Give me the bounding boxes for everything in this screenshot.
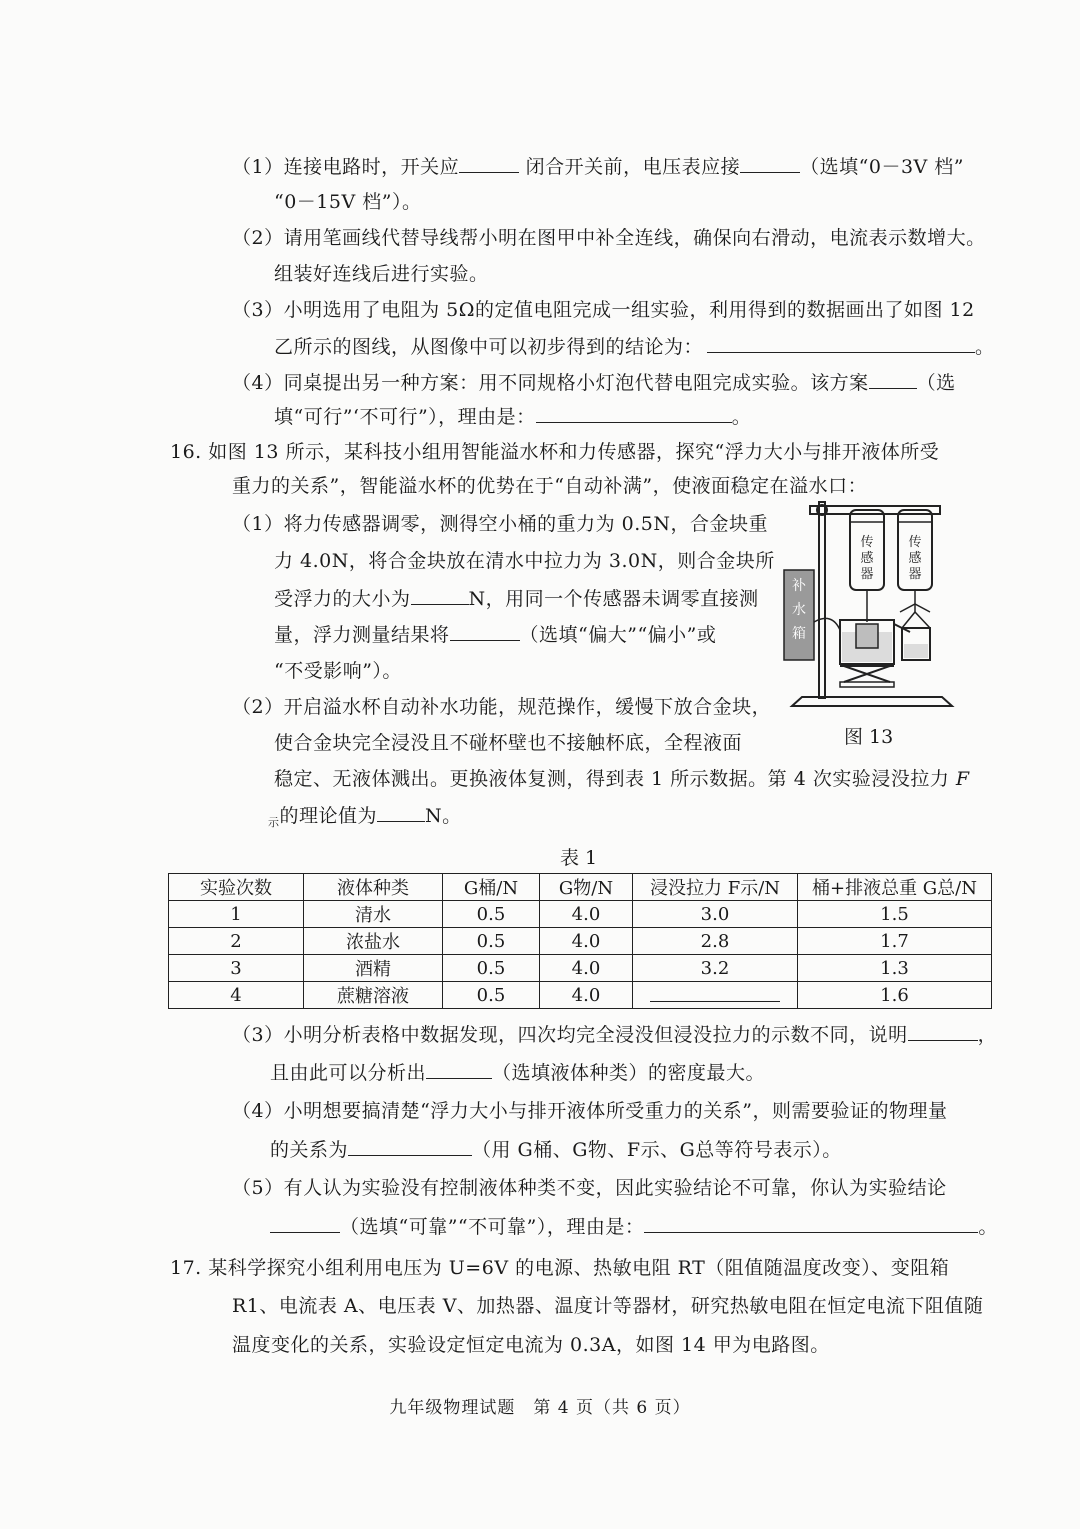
- answer-blank[interactable]: [426, 1060, 492, 1079]
- table-cell: 浓盐水: [304, 928, 443, 955]
- table-cell: 4.0: [540, 982, 633, 1009]
- table-cell: 3.0: [633, 901, 798, 928]
- sensor-label-2: 传: [908, 535, 922, 550]
- table-cell: 1.6: [798, 982, 992, 1009]
- q15-part1-line1: （1）连接电路时，开关应 闭合开关前，电压表应接 （选填“0－3V 档”: [232, 156, 965, 178]
- q17-line2: R1、电流表 A、电压表 V、加热器、温度计等器材，研究热敏电阻在恒定电流下阻值随: [232, 1295, 984, 1317]
- q16-intro-line1: 16. 如图 13 所示，某科技小组用智能溢水杯和力传感器，探究“浮力大小与排开液体所受: [170, 441, 940, 463]
- q15-part3-line1: （3）小明选用了电阻为 5Ω的定值电阻完成一组实验，利用得到的数据画出了如图 12: [232, 299, 975, 321]
- table-header: G桶/N: [443, 874, 540, 901]
- table-cell: 1.5: [798, 901, 992, 928]
- table-row: [169, 982, 992, 1009]
- table-cell: 0.5: [443, 928, 540, 955]
- answer-blank[interactable]: [411, 586, 469, 605]
- table-cell: 0.5: [443, 901, 540, 928]
- q15-part2-line1: （2）请用笔画线代替导线帮小明在图甲中补全连线，确保向右滑动，电流表示数增大。: [232, 227, 986, 249]
- q16-part2-line4: $_示$的理论值为 N。: [268, 805, 462, 829]
- table-cell: 1.7: [798, 928, 992, 955]
- table-header: 桶+排液总重 G总/N: [798, 874, 992, 901]
- data-table: [168, 873, 992, 1009]
- answer-blank[interactable]: [869, 370, 917, 389]
- table-cell: 蔗糖溶液: [304, 982, 443, 1009]
- q16-part5-line1: （5）有人认为实验没有控制液体种类不变，因此实验结论不可靠，你认为实验结论: [232, 1177, 947, 1199]
- answer-blank[interactable]: [650, 983, 780, 1002]
- table-header-row: [169, 874, 992, 901]
- q15-part1-line2: “0－15V 档”）。: [274, 191, 422, 213]
- table-cell: 酒精: [304, 955, 443, 982]
- table-cell: 4.0: [540, 928, 633, 955]
- table-header: G物/N: [540, 874, 633, 901]
- answer-blank[interactable]: [707, 334, 975, 353]
- table-cell: 2.8: [633, 928, 798, 955]
- q16-part3-line1: （3）小明分析表格中数据发现，四次均完全浸没但浸没拉力的示数不同，说明 ，: [232, 1024, 998, 1046]
- q15-part4-line1: （4）同桌提出另一种方案：用不同规格小灯泡代替电阻完成实验。该方案 （选: [232, 372, 956, 394]
- q16-part4-line1: （4）小明想要搞清楚“浮力大小与排开液体所受重力的关系”，则需要验证的物理量: [232, 1100, 948, 1122]
- q16-part2-line2: 使合金块完全浸没且不碰杯壁也不接触杯底，全程液面: [274, 732, 743, 754]
- table-cell: 3.2: [633, 955, 798, 982]
- table-row: [169, 928, 992, 955]
- answer-blank[interactable]: [270, 1214, 340, 1233]
- q15-part2-line2: 组装好连线后进行实验。: [274, 263, 489, 285]
- water-box-label: 补: [792, 578, 806, 594]
- answer-blank[interactable]: [459, 154, 519, 173]
- svg-text:器: 器: [860, 567, 874, 582]
- svg-text:感: 感: [908, 551, 922, 566]
- answer-blank[interactable]: [536, 404, 732, 423]
- table-cell: 0.5: [443, 982, 540, 1009]
- table-header: 实验次数: [169, 874, 304, 901]
- answer-blank[interactable]: [644, 1214, 978, 1233]
- answer-blank[interactable]: [450, 622, 520, 641]
- svg-text:箱: 箱: [792, 626, 806, 642]
- table-cell: 2: [169, 928, 304, 955]
- q16-part1-line1: （1）将力传感器调零，测得空小桶的重力为 0.5N，合金块重: [232, 513, 768, 535]
- q17-line1: 17. 某科学探究小组利用电压为 U=6V 的电源、热敏电阻 RT（阻值随温度改变）、变阻箱: [170, 1257, 950, 1279]
- q16-part1-line5: “不受影响”）。: [274, 660, 402, 682]
- table-1-caption: 表 1: [560, 847, 598, 869]
- q17-line3: 温度变化的关系，实验设定恒定电流为 0.3A，如图 14 甲为电路图。: [232, 1334, 830, 1356]
- figure-13-caption: 图 13: [844, 726, 894, 748]
- svg-text:器: 器: [908, 567, 922, 582]
- table-cell: 1.3: [798, 955, 992, 982]
- q15-part3-line2: 乙所示的图线，从图像中可以初步得到的结论为： 。: [274, 336, 995, 358]
- q16-part2-line3: 稳定、无液体溅出。更换液体复测，得到表 1 所示数据。第 4 次实验浸没拉力 F: [274, 768, 970, 790]
- q16-part3-line2: 且由此可以分析出 （选填液体种类）的密度最大。: [270, 1062, 766, 1084]
- q16-part4-line2: 的关系为 （用 G桶、G物、F示、G总等符号表示）。: [270, 1139, 842, 1161]
- answer-blank[interactable]: [740, 154, 800, 173]
- table-header: 液体种类: [304, 874, 443, 901]
- q16-intro-line2: 重力的关系”，智能溢水杯的优势在于“自动补满”，使液面稳定在溢水口：: [232, 475, 868, 497]
- table-answer-cell[interactable]: [633, 982, 798, 1009]
- q16-part1-line4: 量，浮力测量结果将 （选填“偏大”“偏小”或: [274, 624, 717, 646]
- table-row: [169, 955, 992, 982]
- sensor-label-1: 传: [860, 535, 874, 550]
- answer-blank[interactable]: [348, 1137, 472, 1156]
- table-row: [169, 901, 992, 928]
- q16-part5-line2: （选填“可靠”“不可靠”），理由是： 。: [270, 1214, 998, 1239]
- table-header: 浸没拉力 F示/N: [633, 874, 798, 901]
- table-cell: 0.5: [443, 955, 540, 982]
- figure-13-apparatus: [782, 492, 962, 718]
- answer-blank[interactable]: [908, 1022, 978, 1041]
- svg-text:水: 水: [792, 602, 806, 618]
- svg-text:感: 感: [860, 551, 874, 566]
- table-cell: 4.0: [540, 955, 633, 982]
- table-cell: 4.0: [540, 901, 633, 928]
- table-cell: 3: [169, 955, 304, 982]
- q16-part1-line3: 受浮力的大小为 N，用同一个传感器未调零直接测: [274, 588, 759, 610]
- table-cell: 4: [169, 982, 304, 1009]
- answer-blank[interactable]: [377, 803, 425, 822]
- page-footer: 九年级物理试题 第 4 页（共 6 页）: [389, 1398, 691, 1418]
- q16-part2-line1: （2）开启溢水杯自动补水功能，规范操作，缓慢下放合金块，: [232, 696, 772, 718]
- table-cell: 1: [169, 901, 304, 928]
- q16-part1-line2: 力 4.0N，将合金块放在清水中拉力为 3.0N，则合金块所: [274, 550, 775, 572]
- table-cell: 清水: [304, 901, 443, 928]
- q15-part4-line2: 填“可行”‘不可行”），理由是： 。: [274, 406, 752, 428]
